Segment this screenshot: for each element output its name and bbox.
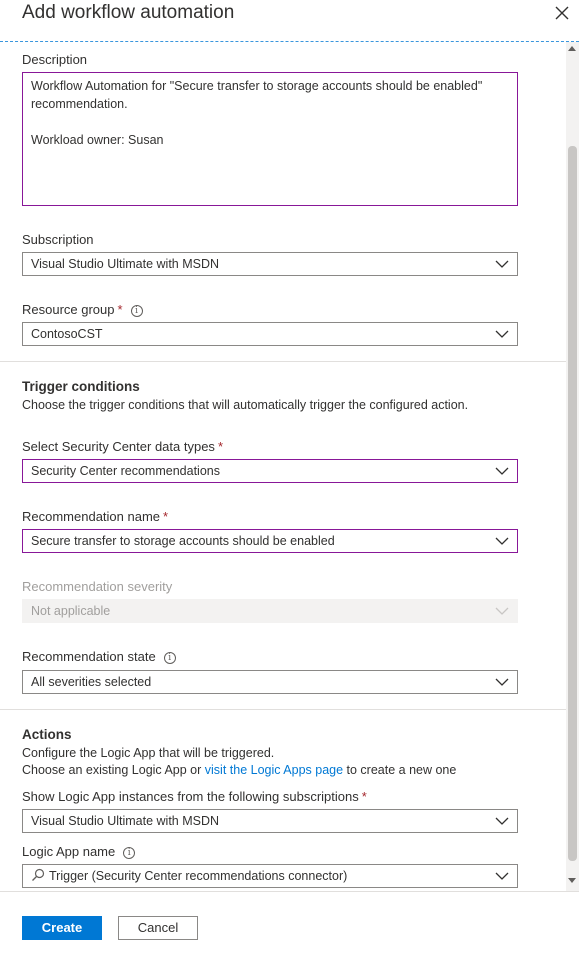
section-divider — [0, 361, 566, 362]
required-marker: * — [163, 509, 169, 524]
logic-apps-page-link[interactable]: visit the Logic Apps page — [204, 763, 344, 777]
chevron-down-icon — [495, 536, 509, 546]
close-icon[interactable] — [553, 4, 571, 22]
scroll-up-arrow-icon[interactable] — [568, 46, 576, 51]
subscription-label: Subscription — [22, 232, 94, 247]
subscription-dropdown[interactable] — [22, 252, 518, 276]
description-label: Description — [22, 52, 88, 67]
search-icon — [31, 868, 45, 882]
actions-heading: Actions — [22, 727, 72, 742]
required-marker: * — [117, 302, 123, 317]
recommendation-state-label — [22, 649, 176, 664]
resource-group-label-text: Resource group — [22, 302, 115, 317]
form-scroll-area[interactable] — [0, 42, 566, 892]
logic-app-name-value: Trigger (Security Center recommendations connector) — [49, 869, 348, 883]
recommendation-severity-dropdown — [22, 599, 518, 623]
logic-app-name-label-text: Logic App name — [22, 844, 116, 859]
chevron-down-icon — [495, 871, 509, 881]
chevron-down-icon — [495, 677, 509, 687]
recommendation-state-label-text: Recommendation state — [22, 649, 156, 664]
panel-title: Add workflow automation — [22, 2, 235, 23]
section-divider — [0, 709, 566, 710]
data-types-dropdown[interactable] — [22, 459, 518, 483]
create-button[interactable]: Create — [22, 916, 102, 940]
logic-app-name-dropdown[interactable] — [22, 864, 518, 888]
recommendation-severity-value: Not applicable — [31, 604, 111, 618]
info-icon[interactable]: i — [164, 652, 176, 664]
required-marker: * — [361, 789, 367, 804]
data-types-label-text: Select Security Center data types — [22, 439, 215, 454]
info-icon[interactable]: i — [131, 305, 143, 317]
footer-divider — [0, 891, 579, 892]
info-icon[interactable]: i — [123, 847, 135, 859]
logic-app-subscriptions-value: Visual Studio Ultimate with MSDN — [31, 814, 220, 828]
description-line: Workflow Automation for "Secure transfer to storage accounts should be enabled" — [31, 79, 483, 93]
data-types-value: Security Center recommendations — [31, 464, 220, 478]
chevron-down-icon — [495, 816, 509, 826]
required-marker: * — [217, 439, 223, 454]
actions-description-line1: Configure the Logic App that will be triggered. — [22, 746, 275, 760]
trigger-conditions-heading: Trigger conditions — [22, 379, 140, 394]
recommendation-state-dropdown[interactable] — [22, 670, 518, 694]
recommendation-severity-label: Recommendation severity — [22, 579, 173, 594]
data-types-label — [22, 439, 223, 454]
cancel-button[interactable]: Cancel — [118, 916, 198, 940]
chevron-down-icon — [495, 466, 509, 476]
actions-description-suffix: to create a new one — [343, 763, 457, 777]
resource-group-label — [22, 302, 143, 317]
recommendation-state-value: All severities selected — [31, 675, 152, 689]
logic-app-subscriptions-dropdown[interactable] — [22, 809, 518, 833]
scrollbar-thumb[interactable] — [568, 146, 577, 861]
logic-app-subscriptions-label-text: Show Logic App instances from the following subscriptions — [22, 789, 359, 804]
description-line: Workload owner: Susan — [31, 133, 164, 147]
actions-description-line2 — [22, 763, 456, 777]
description-line: recommendation. — [31, 97, 128, 111]
recommendation-name-dropdown[interactable] — [22, 529, 518, 553]
description-line — [31, 113, 509, 131]
subscription-value: Visual Studio Ultimate with MSDN — [31, 257, 220, 271]
recommendation-name-label-text: Recommendation name — [22, 509, 161, 524]
logic-app-name-label — [22, 844, 135, 859]
recommendation-name-label — [22, 509, 168, 524]
actions-description-prefix: Choose an existing Logic App or — [22, 763, 205, 777]
description-textarea[interactable] — [22, 72, 518, 206]
chevron-down-icon — [495, 329, 509, 339]
chevron-down-icon — [495, 606, 509, 616]
trigger-conditions-description: Choose the trigger conditions that will automatically trigger the configured action. — [22, 398, 469, 412]
panel-header — [0, 0, 579, 42]
resource-group-value: ContosoCST — [31, 327, 103, 341]
scroll-down-arrow-icon[interactable] — [568, 878, 576, 883]
chevron-down-icon — [495, 259, 509, 269]
resource-group-dropdown[interactable] — [22, 322, 518, 346]
recommendation-name-value: Secure transfer to storage accounts should be enabled — [31, 534, 335, 548]
logic-app-subscriptions-label — [22, 789, 367, 804]
vertical-scrollbar[interactable] — [566, 42, 579, 892]
